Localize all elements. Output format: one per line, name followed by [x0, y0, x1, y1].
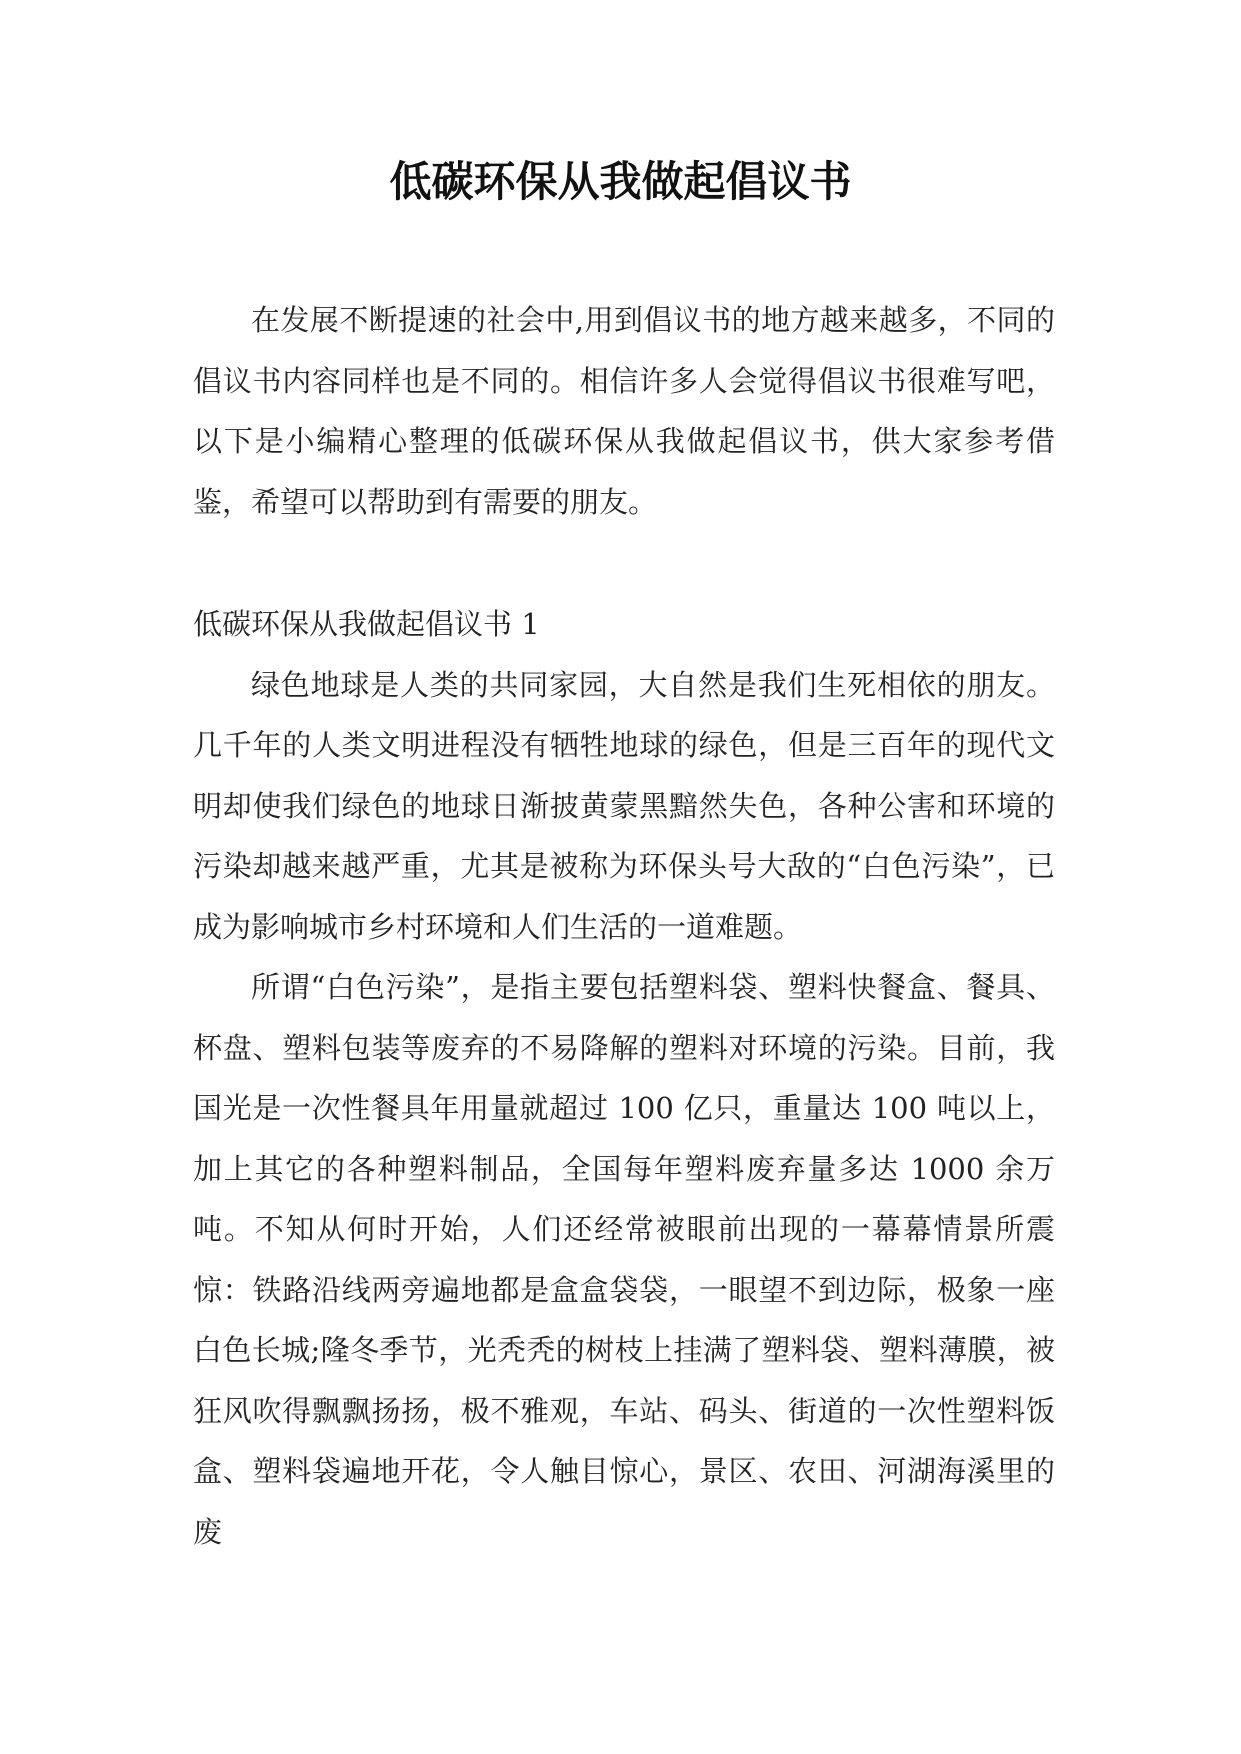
intro-paragraph: 在发展不断提速的社会中,用到倡议书的地方越来越多，不同的倡议书内容同样也是不同的。相信许多人会觉得倡议书很难写吧，以下是小编精心整理的低碳环保从我做起倡议书，供大家参考借鉴，希望可以帮助到有需要的朋友。	[193, 303, 1055, 519]
document-body	[193, 290, 1055, 1562]
document-title: 低碳环保从我做起倡议书	[389, 157, 852, 206]
body-paragraph-2: 所谓“白色污染”，是指主要包括塑料袋、塑料快餐盒、餐具、杯盘、塑料包装等废弃的不易降解的塑料对环境的污染。目前，我国光是一次性餐具年用量就超过 100 亿只，重量达 100 吨以上，加上其它的各种塑料制品，全国每年塑料废弃量多达 1000 余万吨。不知从何时开始，人们还经常被眼前出现的一幕幕情景所震惊：铁路沿线两旁遍地都是盒盒袋袋，一眼望不到边际，极象一座白色长城;隆冬季节，光秃秃的树枝上挂满了塑料袋、塑料薄膜，被狂风吹得飘飘扬扬，极不雅观，车站、码头、街道的一次性塑料饭盒、塑料袋遍地开花，令人触目惊心，景区、农田、河湖海溪里的废	[193, 970, 1055, 1549]
section-spacer	[193, 532, 1055, 594]
body-paragraph-1: 绿色地球是人类的共同家园，大自然是我们生死相依的朋友。几千年的人类文明进程没有牺牲地球的绿色，但是三百年的现代文明却使我们绿色的地球日渐披黄蒙黑黯然失色，各种公害和环境的污染却越来越严重，尤其是被称为环保头号大敌的“白色污染”，已成为影响城市乡村环境和人们生活的一道难题。	[193, 667, 1055, 944]
section-heading: 低碳环保从我做起倡议书 1	[193, 607, 540, 641]
